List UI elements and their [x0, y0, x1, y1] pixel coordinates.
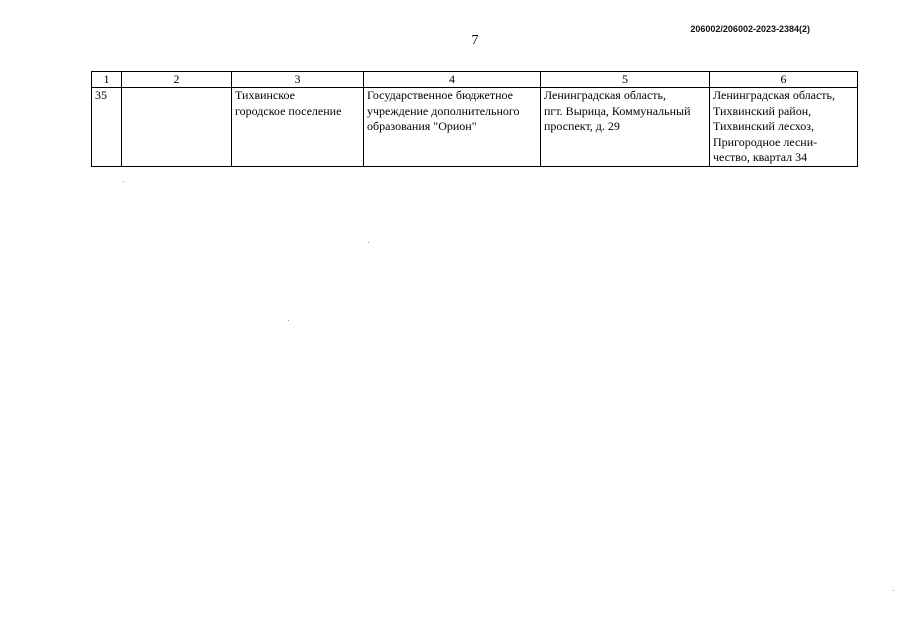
- document-registration-number: 206002/206002-2023-2384(2): [690, 24, 810, 34]
- address-cell: Ленинградская область, пгт. Вырица, Коммунальный проспект, д. 29: [541, 88, 710, 167]
- scan-speck: [288, 320, 289, 321]
- column-header-5: 5: [541, 72, 710, 88]
- table-row: [92, 88, 858, 167]
- table-header-row: [92, 72, 858, 88]
- scan-speck: [123, 181, 124, 182]
- table-cell-col-2: [122, 88, 232, 167]
- data-table: [91, 71, 858, 167]
- column-header-1: 1: [92, 72, 122, 88]
- row-number-cell: 35: [92, 88, 122, 167]
- column-header-2: 2: [122, 72, 232, 88]
- location-cell: Ленинградская область, Тихвинский район, Тихвинский лесхоз, Пригородное лесни- чество, квартал 34: [710, 88, 858, 167]
- column-header-3: 3: [232, 72, 364, 88]
- scan-speck: [893, 590, 894, 591]
- column-header-4: 4: [364, 72, 541, 88]
- column-header-6: 6: [710, 72, 858, 88]
- organization-cell: Государственное бюджетное учреждение дополнительного образования "Орион": [364, 88, 541, 167]
- scan-speck: [368, 242, 369, 243]
- page-number: 7: [471, 33, 479, 48]
- settlement-cell: Тихвинское городское поселение: [232, 88, 364, 167]
